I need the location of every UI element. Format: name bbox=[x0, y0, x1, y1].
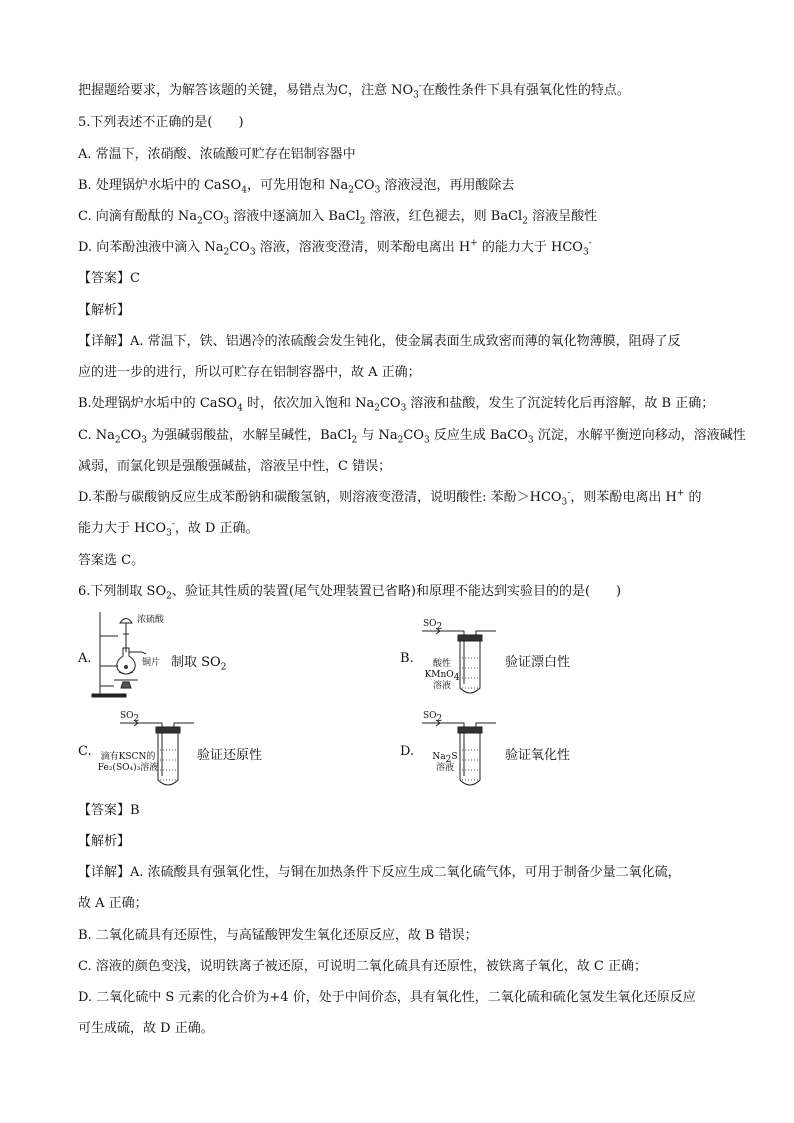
t: 溶液中逐滴加入 BaCl bbox=[229, 209, 360, 224]
q6-detail-line: B. 二氧化硫具有还原性，与高锰酸钾发生氧化还原反应，故 B 错误； bbox=[78, 928, 478, 943]
t bbox=[424, 670, 460, 681]
s: 4 bbox=[237, 403, 243, 414]
t: 沉淀，水解平衡逆向移动，溶液碱性 bbox=[533, 428, 746, 443]
t: ，可先用饱和 Na bbox=[246, 178, 349, 193]
s: 2 bbox=[374, 403, 380, 414]
q5-answer: 【答案】C bbox=[78, 271, 140, 286]
t: SO bbox=[423, 711, 437, 721]
sub: 3 bbox=[413, 90, 419, 101]
t: B. 处理锅炉水垢中的 CaSO bbox=[78, 178, 242, 193]
t: CO bbox=[202, 209, 224, 224]
t: D.苯酚与碳酸钠反应生成苯酚钠和碳酸氢钠，则溶液变澄清，说明酸性: 苯酚＞HCO bbox=[78, 490, 562, 505]
s: 3 bbox=[561, 497, 568, 508]
s: 2 bbox=[220, 662, 227, 673]
q6-answer: 【答案】B bbox=[78, 803, 140, 818]
s: 2 bbox=[114, 435, 121, 446]
s: 2 bbox=[348, 185, 354, 196]
t: 溶液，溶液变澄清，则苯酚电离出 H bbox=[255, 240, 471, 255]
s: 3 bbox=[423, 435, 430, 446]
s: 2 bbox=[197, 216, 203, 227]
solution-label-fe2so43 bbox=[97, 752, 159, 774]
t: C. 向滴有酚酞的 Na bbox=[78, 209, 198, 224]
solution-label-kmno4 bbox=[424, 659, 460, 692]
s: 3 bbox=[223, 216, 230, 227]
t: 溶液 bbox=[435, 763, 454, 773]
q5-detail-line bbox=[78, 427, 746, 445]
t: KMnO bbox=[424, 670, 454, 680]
t: 6.下列制取 SO bbox=[78, 584, 167, 599]
q5-final-answer: 答案选 C。 bbox=[78, 553, 145, 568]
s: 2 bbox=[522, 216, 528, 227]
t: CO bbox=[229, 240, 250, 255]
q6-analysis-heading: 【解析】 bbox=[78, 834, 131, 849]
s: 3 bbox=[374, 185, 381, 196]
s: 3 bbox=[141, 435, 147, 446]
t: 溶液，红色褪去，则 BaCl bbox=[365, 209, 523, 224]
t: ，故 D 正确。 bbox=[174, 521, 259, 536]
t: 时，依次加入饱和 Na bbox=[242, 396, 375, 411]
t: 溶液呈酸性 bbox=[527, 209, 598, 224]
t: ，则苯酚电离出 H bbox=[570, 490, 677, 505]
t: 滴有KSCN的 bbox=[100, 752, 156, 762]
s: 3 bbox=[166, 528, 172, 539]
q5-detail-line: 减弱，而氯化钡是强酸强碱盐，溶液呈中性，C 错误； bbox=[78, 459, 392, 474]
t: SO bbox=[120, 711, 134, 721]
q6-detail-line: D. 二氧化硫中 S 元素的化合价为+4 价，处于中间价态，具有氧化性，二氧化硫和硫化氢发生氧化还原反应 bbox=[78, 990, 696, 1005]
t: 溶液浸泡，再用酸除去 bbox=[380, 178, 515, 193]
t: 的能力大于 HCO bbox=[477, 240, 583, 255]
q6-option-a-text bbox=[171, 651, 227, 673]
s: - bbox=[588, 238, 592, 249]
q5-detail-line bbox=[78, 520, 259, 538]
q6-detail-line: 【详解】A. 浓硫酸具有强氧化性，与铜在加热条件下反应生成二氧化硫气体，可用于制备少量二氧化硫， bbox=[78, 865, 681, 880]
q6-option-d-text: 验证氧化性 bbox=[505, 748, 571, 763]
t: B.处理锅炉水垢中的 CaSO bbox=[78, 396, 238, 411]
q5-analysis-heading: 【解析】 bbox=[78, 303, 131, 318]
s: + bbox=[676, 488, 685, 499]
q6-option-c-letter: C. bbox=[78, 744, 92, 759]
s: 2 bbox=[436, 621, 443, 632]
s: 2 bbox=[223, 247, 230, 258]
t: Fe₂(SO₄)₃溶液 bbox=[97, 763, 159, 773]
q5-detail-line bbox=[78, 489, 702, 507]
q6-option-b-text: 验证漂白性 bbox=[505, 655, 571, 670]
q5-detail-line: 应的进一步的进行，所以可贮存在铝制容器中，故 A 正确； bbox=[78, 365, 421, 380]
t: CO bbox=[379, 396, 401, 411]
sup: - bbox=[418, 81, 422, 92]
s: 2 bbox=[436, 713, 443, 724]
s: 4 bbox=[453, 672, 460, 683]
q5-option-b bbox=[78, 177, 514, 195]
solution-label-na2s bbox=[430, 752, 460, 774]
t bbox=[430, 752, 460, 763]
t: 溶液 bbox=[432, 681, 451, 691]
t: 的 bbox=[684, 490, 702, 505]
t: 溶液和盐酸，发生了沉淀转化后再溶解，故 B 正确； bbox=[406, 396, 715, 411]
s: 2 bbox=[397, 435, 404, 446]
t: CO bbox=[353, 178, 375, 193]
t: S bbox=[451, 752, 458, 762]
s: 2 bbox=[445, 754, 452, 765]
t: 反应生成 BaCO bbox=[429, 428, 528, 443]
t: 制取 SO bbox=[171, 655, 221, 670]
q6-detail-line: 可生成硫，故 D 正确。 bbox=[78, 1021, 214, 1036]
text: 把握题给要求，为解答该题的关键，易错点为C，注意 NO bbox=[78, 83, 414, 98]
s: - bbox=[171, 519, 175, 530]
prev-explanation-line bbox=[78, 82, 630, 100]
q6-detail-line: 故 A 正确； bbox=[78, 896, 148, 911]
s: 3 bbox=[400, 403, 407, 414]
s: 2 bbox=[166, 591, 172, 602]
q6-stem bbox=[78, 583, 621, 601]
s: 3 bbox=[249, 247, 256, 258]
s: 2 bbox=[351, 435, 358, 446]
t: C. Na bbox=[78, 428, 115, 443]
q5-option-d bbox=[78, 239, 592, 257]
q6-option-c-text: 验证还原性 bbox=[197, 748, 263, 763]
s: 4 bbox=[241, 185, 247, 196]
q5-detail-line: 【详解】A. 常温下，铁、铝遇冷的浓硫酸会发生钝化，使金属表面生成致密而薄的氧化物薄膜，阻碍了反 bbox=[78, 334, 681, 349]
s: 2 bbox=[133, 713, 140, 724]
q5-option-a: A. 常温下，浓硝酸、浓硫酸可贮存在铝制容器中 bbox=[78, 147, 356, 162]
q6-option-b-letter: B. bbox=[400, 651, 414, 666]
q5-stem: 5.下列表述不正确的是( ) bbox=[78, 115, 244, 130]
reagent-label-copper: 铜片 bbox=[142, 658, 161, 668]
t: 与 Na bbox=[357, 428, 398, 443]
q6-option-a-letter: A. bbox=[78, 651, 92, 666]
s: 3 bbox=[527, 435, 534, 446]
t: 能力大于 HCO bbox=[78, 521, 167, 536]
q5-option-c bbox=[78, 208, 597, 226]
q6-option-d-letter: D. bbox=[400, 744, 415, 759]
t: CO bbox=[120, 428, 142, 443]
t: 、验证其性质的装置(尾气处理装置已省略)和原理不能达到实验目的的是( ) bbox=[171, 584, 622, 599]
s: 3 bbox=[582, 247, 589, 258]
t: D. 向苯酚浊液中滴入 Na bbox=[78, 240, 224, 255]
text: 在酸性条件下具有强氧化性的特点。 bbox=[421, 83, 630, 98]
t: 酸性 bbox=[432, 659, 451, 669]
t: Na bbox=[432, 752, 446, 762]
t: CO bbox=[403, 428, 424, 443]
t: SO bbox=[423, 619, 437, 629]
t: 为强碱弱酸盐，水解呈碱性，BaCl bbox=[146, 428, 352, 443]
s: - bbox=[567, 488, 571, 499]
s: 2 bbox=[359, 216, 366, 227]
q6-detail-line: C. 溶液的颜色变浅，说明铁离子被还原，可说明二氧化硫具有还原性，被铁离子氧化，故 C 正确； bbox=[78, 959, 647, 974]
reagent-label-conc-h2so4: 浓硫酸 bbox=[137, 615, 165, 625]
s: + bbox=[470, 238, 478, 249]
q5-detail-line bbox=[78, 395, 714, 413]
